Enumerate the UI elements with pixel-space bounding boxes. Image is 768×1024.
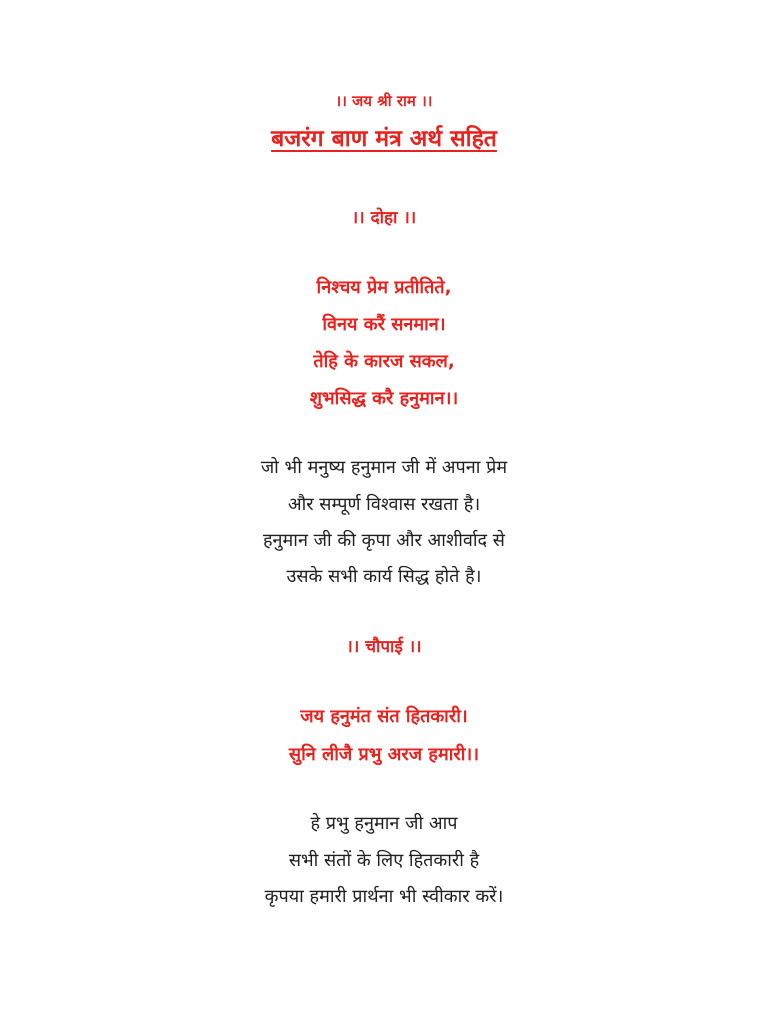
doha-verse-line: शुभसिद्ध करै हनुमान।। — [309, 388, 459, 409]
document-title: बजरंग बाण मंत्र अर्थ सहित — [271, 126, 497, 152]
doha-heading: ।। दोहा ।। — [351, 208, 417, 228]
chaupai-meaning-line: हे प्रभु हनुमान जी आप — [310, 813, 458, 834]
doha-meaning-line: उसके सभी कार्य सिद्ध होते है। — [286, 566, 482, 587]
doha-meaning-line: जो भी मनुष्य हनुमान जी में अपना प्रेम — [260, 457, 508, 478]
chaupai-meaning-line: कृपया हमारी प्रार्थना भी स्वीकार करें। — [264, 886, 504, 907]
doha-meaning-line: और सम्पूर्ण विश्वास रखता है। — [287, 494, 481, 515]
doha-meaning-line: हनुमान जी की कृपा और आशीर्वाद से — [263, 530, 505, 551]
chaupai-verse-line: जय हनुमंत संत हितकारी। — [300, 706, 468, 727]
chaupai-meaning-line: सभी संतों के लिए हितकारी है — [288, 850, 480, 871]
doha-verse-line: निश्चय प्रेम प्रतीतिते, — [316, 277, 452, 298]
doha-verse-line: तेहि के कारज सकल, — [313, 351, 455, 372]
doha-verse-line: विनय करैं सनमान। — [322, 314, 446, 335]
chaupai-heading: ।। चौपाई ।। — [346, 637, 422, 657]
invocation-line: ।। जय श्री राम ।। — [335, 92, 433, 110]
chaupai-verse-line: सुनि लीजै प्रभु अरज हमारी।। — [288, 744, 480, 765]
